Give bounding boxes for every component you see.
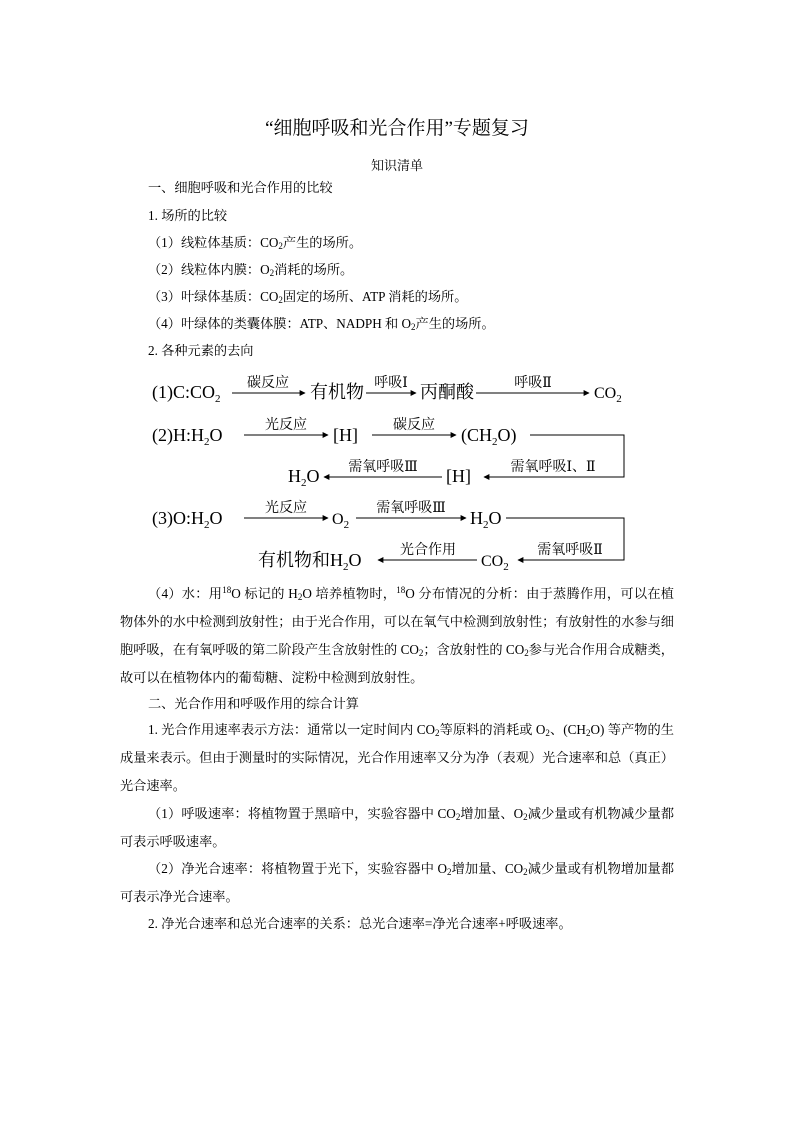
row3-arrow-back-2-label: 光合作用 bbox=[400, 543, 456, 558]
row3-node-co2: $CO_2$ bbox=[481, 553, 509, 573]
respiration-rate-paragraph: （1）呼吸速率：将植物置于黑暗中，实验容器中 $CO_2$增加量、$O_2$减少量或有机物减少量都可表示呼吸速率。 bbox=[120, 806, 675, 849]
rate-relation-line: 2. 净光合速率和总光合速率的关系：总光合速率=净光合速率+呼吸速率。 bbox=[148, 916, 572, 931]
net-photosynthesis-paragraph: （2）净光合速率：将植物置于光下，实验容器中 $O_2$增加量、$CO_2$减少量或有机物增加量都可表示净光合速率。 bbox=[120, 861, 675, 904]
row1-node-organic: 有机物 bbox=[310, 382, 364, 402]
row1-arrow-2-label: 呼吸Ⅰ bbox=[374, 376, 408, 391]
row2-return-arrow-label: 需氧呼吸Ⅰ、Ⅱ bbox=[510, 460, 596, 475]
section-heading-comparison: 一、细胞呼吸和光合作用的比较 bbox=[148, 180, 333, 195]
row1-node-pyruvate: 丙酮酸 bbox=[420, 382, 474, 402]
place-item-2: （2）线粒体内膜：$O_2$消耗的场所。 bbox=[148, 262, 354, 278]
row1-arrow-1-label: 碳反应 bbox=[247, 376, 289, 391]
row3-node-o2: $O_2$ bbox=[332, 511, 350, 531]
item-heading-elements: 2. 各种元素的去向 bbox=[148, 343, 254, 358]
row3-label: $(3)O:H_2O$ bbox=[152, 508, 223, 531]
row3-node-water: $H_2O$ bbox=[470, 508, 502, 531]
row1-arrow-3-label: 呼吸Ⅱ bbox=[514, 376, 552, 391]
item-heading-places: 1. 场所的比较 bbox=[148, 208, 228, 223]
row3-return-arrow-label: 需氧呼吸Ⅱ bbox=[537, 543, 603, 558]
row3-node-organic-water: 有机物和$H_2O$ bbox=[258, 550, 362, 573]
section-heading-calculation: 二、光合作用和呼吸作用的综合计算 bbox=[148, 696, 359, 711]
row3-arrow-2-label: 需氧呼吸Ⅲ bbox=[376, 501, 446, 516]
row2-node-h-back: [H] bbox=[446, 466, 471, 486]
row2-arrow-1-label: 光反应 bbox=[265, 418, 307, 433]
row2-node-ch2o: $(CH_2O)$ bbox=[461, 425, 517, 448]
document-title: “细胞呼吸和光合作用”专题复习 bbox=[265, 118, 529, 139]
row2-arrow-2-label: 碳反应 bbox=[393, 418, 435, 433]
row2-label: $(2)H:H_2O$ bbox=[152, 425, 223, 448]
row2-node-water: $H_2O$ bbox=[288, 466, 320, 489]
water-isotope-paragraph: （4）水：用$^{18}$O 标记的 $H_2O$ 培养植物时，$^{18}$O 分布情况的分析：由于蒸腾作用，可以在植物体外的水中检测到放射性；由于光合作用，可以在氧气中检测到放射性；有放射性的水参与细胞呼吸，在有氧呼吸的第二阶段产生含放射性的 $CO_2$；含放射性的 $CO_2$参与光合作用合成糖类，故可以在植物体内的葡萄糖、淀粉中检测到放射性。 bbox=[120, 585, 674, 685]
place-item-3: （3）叶绿体基质：$CO_2$固定的场所、ATP 消耗的场所。 bbox=[148, 289, 468, 305]
rate-method-paragraph: 1. 光合作用速率表示方法：通常以一定时间内 $CO_2$等原料的消耗或 $O_2$、$(CH_2O)$ 等产物的生成量来表示。但由于测量时的实际情况，光合作用速率又分为净（表观）光合速率和总（真正）光合速率。 bbox=[120, 722, 674, 793]
place-item-4: （4）叶绿体的类囊体膜：ATP、NADPH 和 $O_2$产生的场所。 bbox=[148, 316, 495, 332]
row1-node-co2: $CO_2$ bbox=[594, 385, 622, 405]
place-item-1: （1）线粒体基质：$CO_2$产生的场所。 bbox=[148, 235, 363, 251]
row1-label: $(1)C:CO_2$ bbox=[152, 382, 221, 405]
row2-node-h: [H] bbox=[333, 425, 358, 445]
row3-arrow-1-label: 光反应 bbox=[265, 501, 307, 516]
row2-arrow-back-2-label: 需氧呼吸Ⅲ bbox=[348, 460, 418, 475]
section-subtitle: 知识清单 bbox=[370, 158, 423, 173]
